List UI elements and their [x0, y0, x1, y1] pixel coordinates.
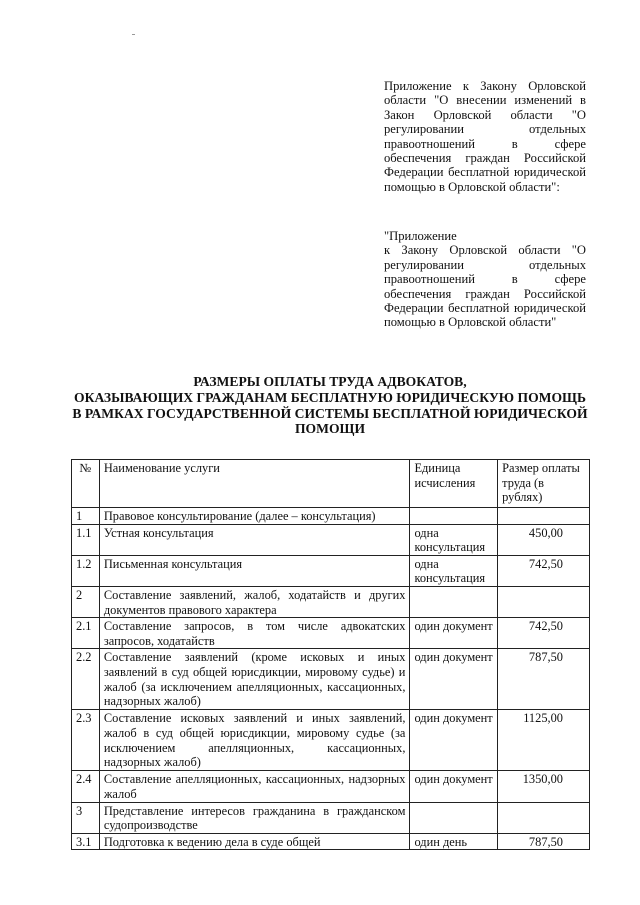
- row-num: 3: [72, 802, 100, 833]
- table-row: [72, 771, 590, 802]
- table-row: [72, 710, 590, 771]
- row-name: Представление интересов гражданина в гражданском судопроизводстве: [99, 802, 410, 833]
- title-line-3: В РАМКАХ ГОСУДАРСТВЕННОЙ СИСТЕМЫ БЕСПЛАТНОЙ ЮРИДИЧЕСКОЙ: [72, 405, 588, 421]
- header-price: Размер оплаты труда (в рублях): [498, 460, 590, 508]
- row-num: 2.1: [72, 618, 100, 649]
- row-price: 450,00: [498, 524, 590, 555]
- row-name: Составление заявлений (кроме исковых и иных заявлений в суд общей юрисдикции, мировому судье) и жалоб (за исключением апелляционных, кассационных, надзорных жалоб): [99, 649, 410, 710]
- table-header-row: [72, 460, 590, 508]
- title-line-1: РАЗМЕРЫ ОПЛАТЫ ТРУДА АДВОКАТОВ,: [193, 374, 467, 389]
- row-unit: одна консультация: [410, 555, 498, 586]
- row-unit: один документ: [410, 771, 498, 802]
- row-num: 2: [72, 586, 100, 617]
- row-unit: один документ: [410, 649, 498, 710]
- row-unit: одна консультация: [410, 524, 498, 555]
- header-unit: Единица исчисления: [410, 460, 498, 508]
- row-unit: [410, 508, 498, 525]
- table-row: [72, 524, 590, 555]
- row-price: 1350,00: [498, 771, 590, 802]
- row-num: 2.3: [72, 710, 100, 771]
- row-price: [498, 508, 590, 525]
- scan-mark: [132, 34, 135, 35]
- table-row: [72, 618, 590, 649]
- row-name: Составление запросов, в том числе адвокатских запросов, ходатайств: [99, 618, 410, 649]
- appendix-original-first-line: "Приложение: [384, 229, 457, 243]
- title-line-4: ПОМОЩИ: [294, 421, 366, 437]
- row-num: 2.4: [72, 771, 100, 802]
- row-name: Составление заявлений, жалоб, ходатайств и других документов правового характера: [99, 586, 410, 617]
- row-num: 3.1: [72, 833, 100, 850]
- row-name: Устная консультация: [99, 524, 410, 555]
- table-row: [72, 586, 590, 617]
- row-num: 1.1: [72, 524, 100, 555]
- row-price: [498, 586, 590, 617]
- row-num: 1: [72, 508, 100, 525]
- row-unit: [410, 802, 498, 833]
- table-row: [72, 833, 590, 850]
- row-unit: один день: [410, 833, 498, 850]
- header-name: Наименование услуги: [99, 460, 410, 508]
- row-price: 1125,00: [498, 710, 590, 771]
- appendix-original-header: [384, 229, 586, 330]
- row-price: 742,50: [498, 555, 590, 586]
- row-num: 2.2: [72, 649, 100, 710]
- appendix-header: Приложение к Закону Орловской области "О внесении изменений в Закон Орловской области "О регулировании отдельных правоотношений в сфере обеспечения граждан Российской Федерации бесплатной юридической помощью в Орловской области":: [384, 79, 586, 194]
- table-row: [72, 508, 590, 525]
- rates-table: [71, 459, 590, 850]
- table-row: [72, 802, 590, 833]
- row-name: Составление исковых заявлений и иных заявлений, жалоб в суд общей юрисдикции, мировому судье (за исключением апелляционных, кассационных, надзорных жалоб): [99, 710, 410, 771]
- header-num: №: [72, 460, 100, 508]
- row-price: 787,50: [498, 833, 590, 850]
- appendix-original-rest: к Закону Орловской области "О регулировании отдельных правоотношений в сфере обеспечения граждан Российской Федерации бесплатной юридической помощью в Орловской области": [384, 243, 586, 330]
- row-name: Составление апелляционных, кассационных, надзорных жалоб: [99, 771, 410, 802]
- row-unit: один документ: [410, 618, 498, 649]
- row-price: 742,50: [498, 618, 590, 649]
- document-title: [70, 374, 590, 437]
- row-name: Правовое консультирование (далее – консультация): [99, 508, 410, 525]
- table-row: [72, 649, 590, 710]
- row-name: Подготовка к ведению дела в суде общей: [99, 833, 410, 850]
- row-name: Письменная консультация: [99, 555, 410, 586]
- table-row: [72, 555, 590, 586]
- title-line-2: ОКАЗЫВАЮЩИХ ГРАЖДАНАМ БЕСПЛАТНУЮ ЮРИДИЧЕСКУЮ ПОМОЩЬ: [74, 389, 586, 405]
- row-num: 1.2: [72, 555, 100, 586]
- row-unit: [410, 586, 498, 617]
- row-price: 787,50: [498, 649, 590, 710]
- row-price: [498, 802, 590, 833]
- row-unit: один документ: [410, 710, 498, 771]
